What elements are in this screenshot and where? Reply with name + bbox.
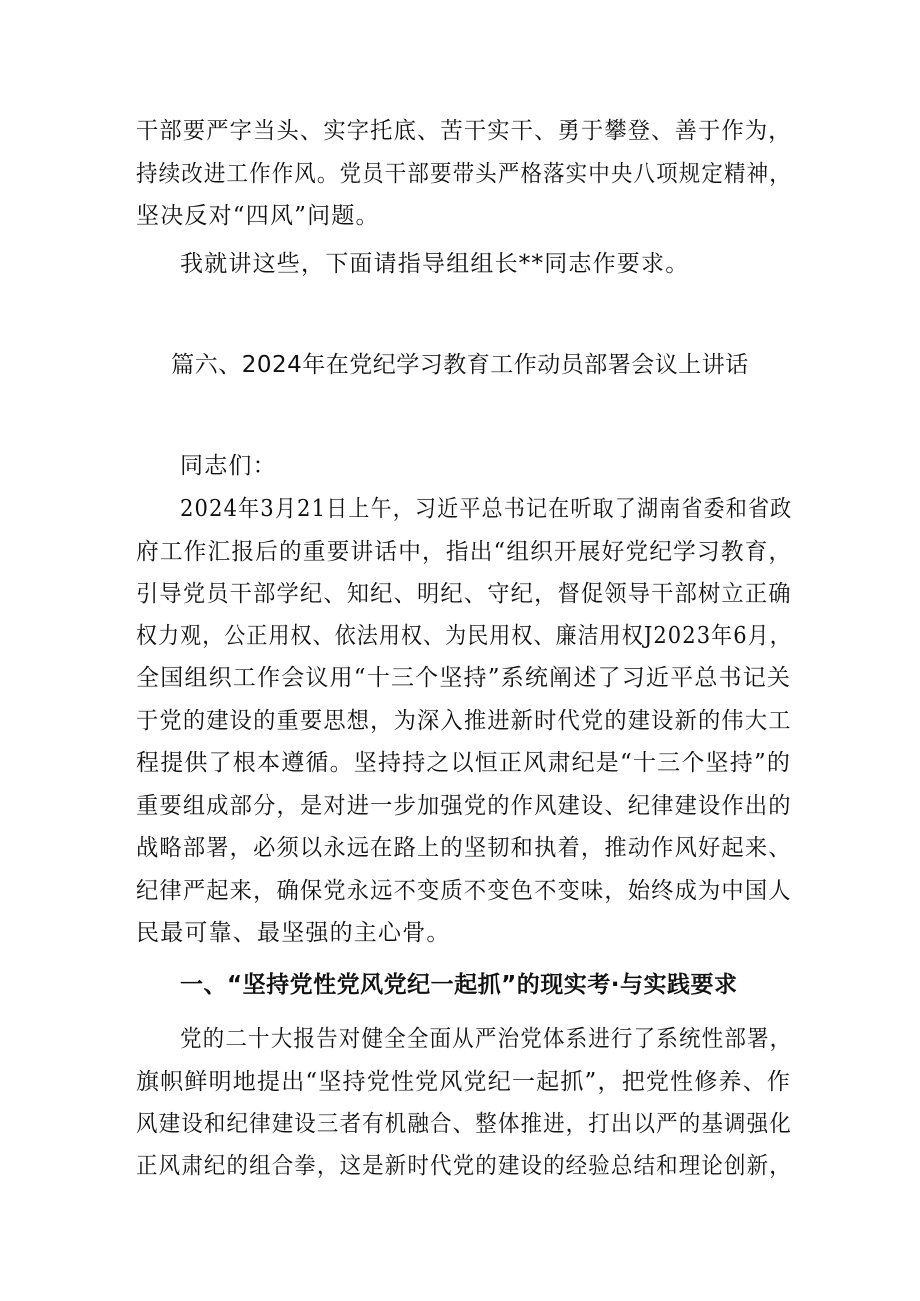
closing-remark: 我就讲这些，下面请指导组组长**同志作要求。 [180, 251, 690, 277]
paragraph-line: 引导党员干部学纪、知纪、明纪、守纪，督促领导干部树立正确 [136, 581, 792, 607]
paragraph-line: 党的二十大报告对健全全面从严治党体系进行了系统性部署， [180, 1026, 793, 1052]
paragraph-line: 于党的建设的重要思想，为深入推进新时代党的建设新的伟大工 [136, 708, 792, 734]
paragraph-line: 风建设和纪律建设三者有机融合、整体推进，打出以严的基调强化 [136, 1111, 792, 1137]
section-title: 篇六、2024年在党纪学习教育工作动员部署会议上讲话 [171, 352, 749, 378]
paragraph-line: 程提供了根本遵循。坚持持之以恒正风肃纪是“十三个坚持”的 [136, 750, 792, 776]
paragraph-line: 战略部署，必须以永远在路上的坚韧和执着，推动作风好起来、 [136, 835, 792, 861]
text-line: 干部要严字当头、实字托底、苦干实干、勇于攀登、善于作为， [136, 118, 792, 144]
salutation: 同志们： [180, 453, 277, 479]
paragraph-line: 重要组成部分，是对进一步加强党的作风建设、纪律建设作出的 [136, 793, 792, 819]
paragraph-line: 府工作汇报后的重要讲话中，指出“组织开展好党纪学习教育， [136, 539, 793, 565]
paragraph-line: 正风肃纪的组合拳，这是新时代党的建设的经验总结和理论创新， [136, 1153, 792, 1179]
text-line: 持续改进工作作风。党员干部要带头严格落实中央八项规定精神， [136, 161, 792, 187]
text-line: 坚决反对“四风”问题。 [136, 203, 380, 229]
paragraph-line: 纪律严起来，确保党永远不变质不变色不变味，始终成为中国人 [136, 878, 792, 904]
paragraph-line: 2024年3月21日上午，习近平总书记在听取了湖南省委和省政 [180, 496, 793, 522]
section-heading: 一、“坚持党性党风党纪一起抓”的现实考·与实践要求 [180, 972, 738, 998]
paragraph-line: 权力观，公正用权、依法用权、为民用权、廉洁用权J2023年6月， [136, 623, 792, 649]
paragraph-line: 民最可靠、最坚强的主心骨。 [136, 920, 451, 946]
paragraph-line: 旗帜鲜明地提出“坚持党性党风党纪一起抓”，把党性修养、作 [136, 1069, 792, 1095]
paragraph-line: 全国组织工作会议用“十三个坚持”系统阐述了习近平总书记关 [136, 665, 792, 691]
